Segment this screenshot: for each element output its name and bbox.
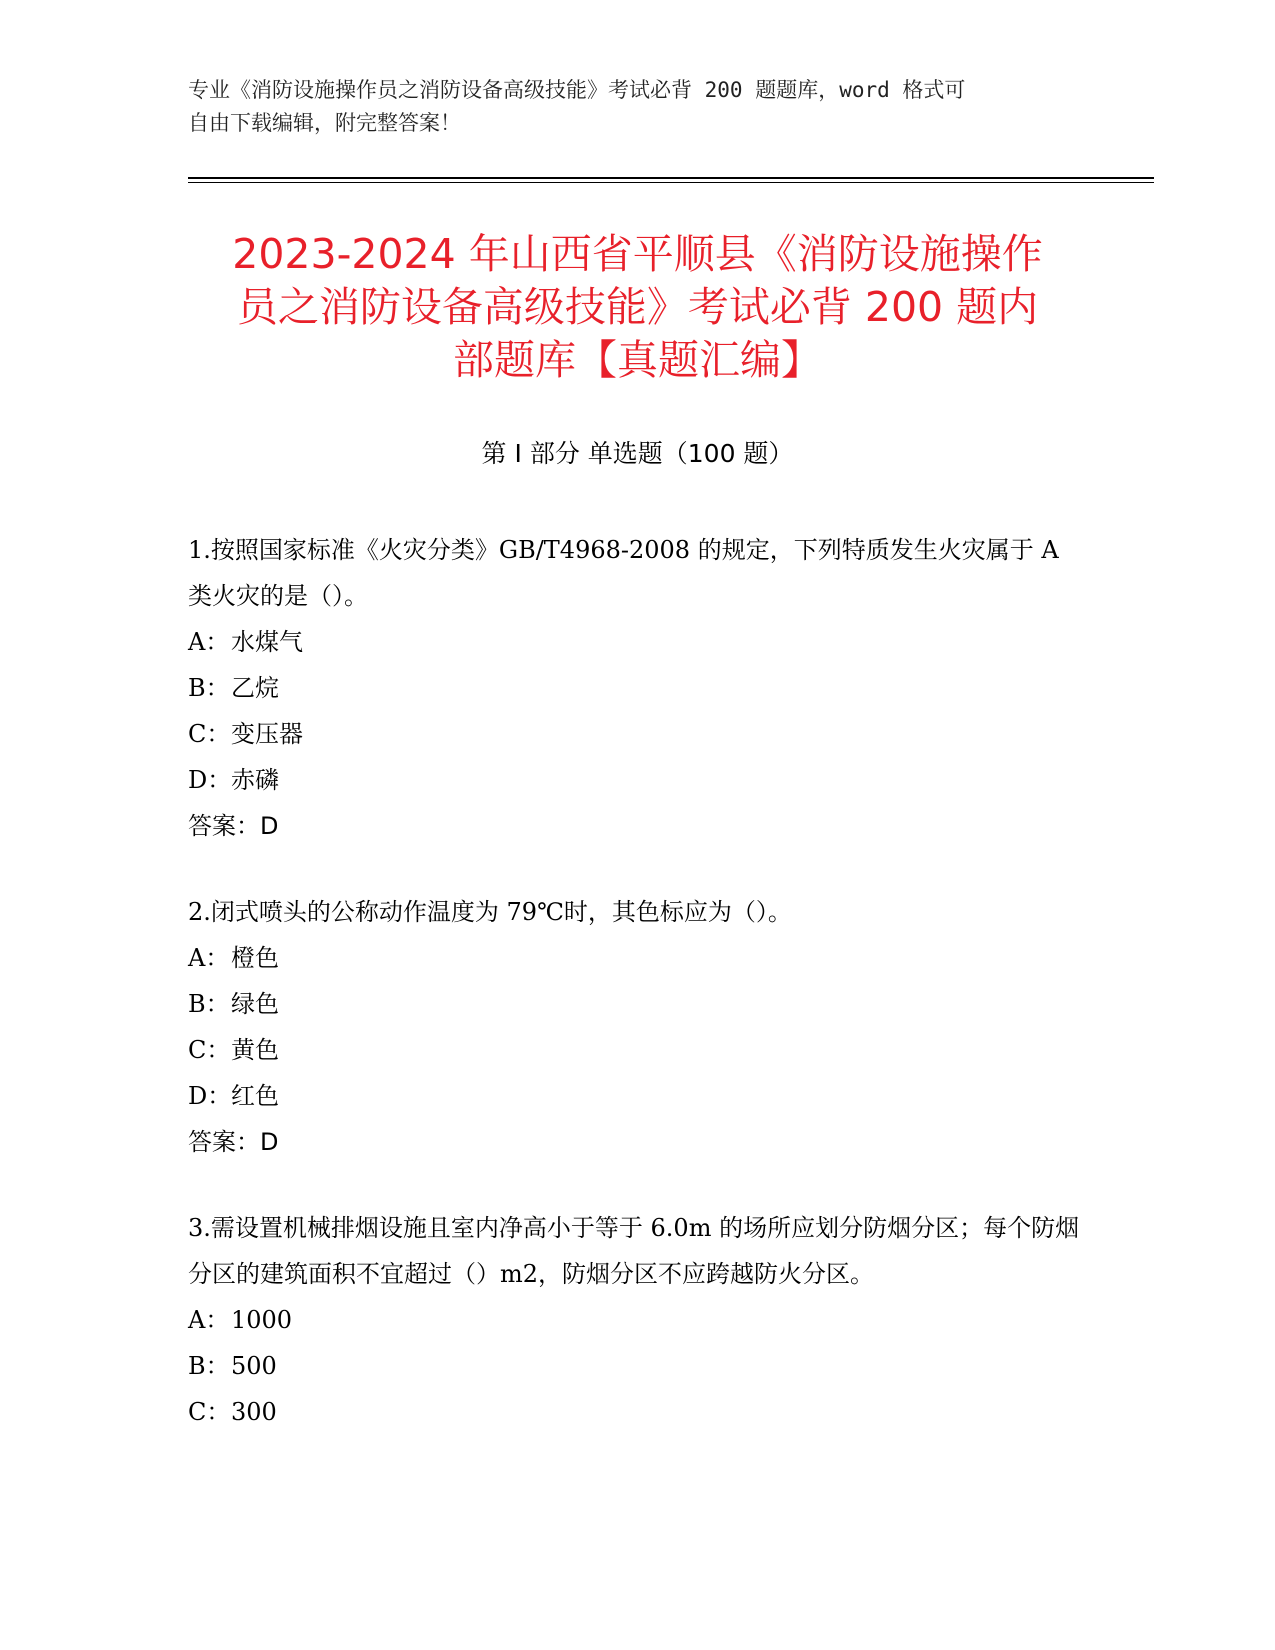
question-text: 1.按照国家标准《火灾分类》GB/T4968-2008 的规定，下列特质发生火灾属于 A 类火灾的是（）。 [188, 536, 1059, 610]
question-text: 3.需设置机械排烟设施且室内净高小于等于 6.0m 的场所应划分防烟分区；每个防烟分区的建筑面积不宜超过（）m2，防烟分区不应跨越防火分区。 [188, 1214, 1080, 1288]
option-text: 乙烷 [231, 674, 279, 702]
option-c [188, 711, 1088, 757]
option-a [188, 619, 1088, 665]
option-d [188, 1073, 1088, 1119]
option-text: 橙色 [231, 944, 279, 972]
document-header [188, 74, 1068, 140]
title-line-2: 员之消防设备高级技能》考试必背 200 题内 [236, 283, 1039, 331]
option-b [188, 1343, 1088, 1389]
option-text: 500 [231, 1352, 277, 1380]
header-line-1: 专业《消防设施操作员之消防设备高级技能》考试必背 200 题题库，word 格式可 [188, 78, 966, 102]
option-key: B： [188, 990, 230, 1018]
title-line-3: 部题库【真题汇编】 [453, 336, 822, 384]
section-heading: 第 I 部分 单选题（100 题） [481, 439, 794, 468]
option-key: C： [188, 720, 231, 748]
option-a [188, 935, 1088, 981]
option-text: 水煤气 [231, 628, 303, 656]
option-text: 赤磷 [231, 766, 279, 794]
option-text: 变压器 [231, 720, 303, 748]
option-text: 红色 [231, 1082, 279, 1110]
question-3 [188, 1205, 1088, 1435]
header-divider-thick [188, 177, 1154, 179]
option-key: C： [188, 1398, 231, 1426]
option-key: D： [188, 766, 232, 794]
option-d [188, 757, 1088, 803]
answer-label: 答案：D [188, 812, 279, 840]
header-line-2: 自由下载编辑，附完整答案！ [188, 111, 461, 135]
option-key: B： [188, 674, 230, 702]
option-b [188, 665, 1088, 711]
option-b [188, 981, 1088, 1027]
option-key: A： [188, 1306, 230, 1334]
question-list [188, 527, 1088, 1475]
option-key: B： [188, 1352, 230, 1380]
question-2 [188, 889, 1088, 1165]
option-a [188, 1297, 1088, 1343]
document-title [150, 228, 1125, 387]
option-c [188, 1027, 1088, 1073]
option-text: 300 [231, 1398, 277, 1426]
answer-label: 答案：D [188, 1128, 279, 1156]
option-key: A： [188, 944, 230, 972]
option-text: 绿色 [231, 990, 279, 1018]
title-line-1: 2023-2024 年山西省平顺县《消防设施操作 [232, 230, 1043, 278]
option-key: C： [188, 1036, 231, 1064]
question-text: 2.闭式喷头的公称动作温度为 79℃时，其色标应为（）。 [188, 898, 792, 926]
option-c [188, 1389, 1088, 1435]
option-text: 1000 [231, 1306, 293, 1334]
option-text: 黄色 [231, 1036, 279, 1064]
option-key: A： [188, 628, 230, 656]
question-1 [188, 527, 1088, 849]
option-key: D： [188, 1082, 232, 1110]
header-divider-thin [188, 182, 1154, 183]
